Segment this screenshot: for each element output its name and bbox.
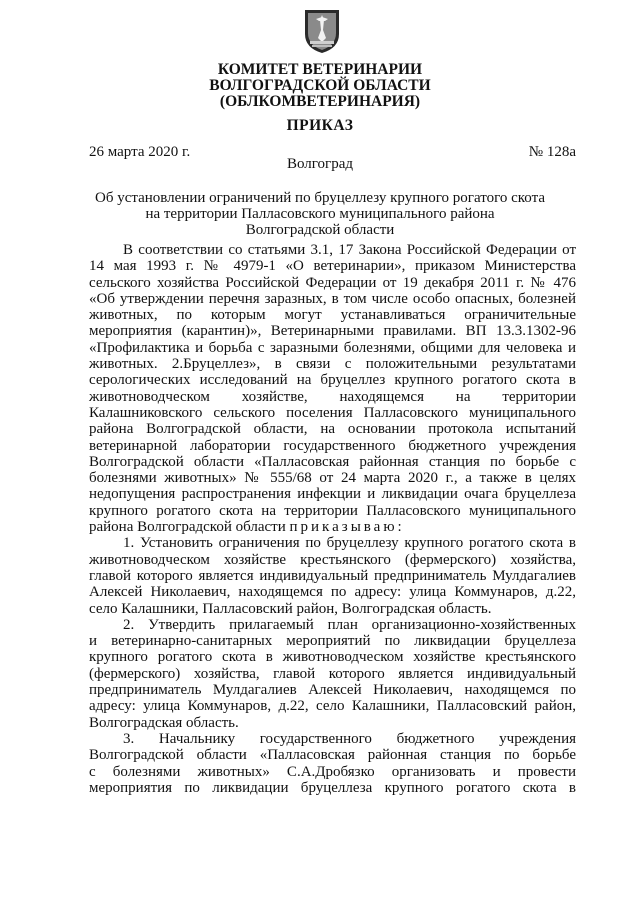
order-subject	[0, 190, 640, 238]
body-line: мероприятия по ликвидации бруцеллеза крупного рогатого скота в	[89, 779, 576, 796]
body-line: 2. Утвердить прилагаемый план организационно-хозяйственных	[123, 616, 576, 633]
body-line: главой которого является индивидуальный предприниматель Мулдагалиев	[89, 567, 576, 584]
body-line: 3. Начальнику государственного бюджетного учреждения	[123, 730, 576, 747]
orders-word: приказываю:	[289, 519, 405, 536]
body-line: Волгоградской области «Палласовская районная станция по борьбе	[89, 747, 576, 764]
body-line: 14 мая 1993 г. № 4979-1 «О ветеринарии», приказом Министерства	[89, 258, 576, 275]
coat-of-arms-icon	[302, 8, 342, 54]
body-line: с болезнями животных» С.А.Дробязко организовать и провести	[89, 763, 576, 780]
body-line: животных, по которым могут устанавливаться ограничительные	[89, 307, 576, 324]
body-line: района Волгоградской области, на основании протокола испытаний	[89, 421, 576, 438]
body-line: животных. 2.Бруцеллез», в связи с положительными результатами	[89, 356, 576, 373]
document-type: ПРИКАЗ	[286, 117, 354, 134]
body-line: село Калашники, Палласовский район, Волгоградская область.	[89, 600, 492, 617]
body-line: Калашниковского сельского поселения Палласовского муниципального	[89, 404, 576, 421]
body-line: адресу: улица Коммунаров, д.22, село Калашники, Палласовский район,	[89, 698, 576, 715]
body-line: крупного рогатого скота на территории Палласовского муниципального	[89, 502, 576, 519]
body-line: болезнями животных» № 555/68 от 24 марта 2020 г., а также в целях	[89, 470, 576, 487]
body-line: и ветеринарно-санитарных мероприятий по ликвидации бруцеллеза	[89, 633, 576, 650]
body-line: 1. Установить ограничения по бруцеллезу крупного рогатого скота в	[123, 535, 576, 552]
body-line: района Волгоградской области	[89, 519, 286, 536]
body-line: животноводческом хозяйстве крестьянского (фермерского) хозяйства,	[89, 551, 576, 568]
order-body	[89, 242, 576, 796]
body-line: (фермерского) хозяйства, главой которого является индивидуальный	[89, 665, 576, 682]
body-line: крупного рогатого скота в животноводческом хозяйстве крестьянского	[89, 649, 576, 666]
order-city: Волгоград	[286, 156, 353, 172]
body-line: «Об утверждении перечня заразных, в том числе особо опасных, болезней	[89, 290, 576, 307]
body-line: Волгоградской области «Палласовская районная станция по борьбе с	[89, 453, 576, 470]
body-line-orders	[89, 519, 576, 535]
committee-title: КОМИТЕТ ВЕТЕРИНАРИИ	[217, 61, 423, 78]
body-line: Алексей Николаевич, находящемся по адресу: улица Коммунаров, д.22,	[89, 584, 576, 601]
body-line: ветеринарной лаборатории государственного бюджетного учреждения	[89, 437, 576, 454]
body-line: предприниматель Мулдагалиев Алексей Николаевич, находящемся по	[89, 682, 576, 699]
region-title: ВОЛГОГРАДСКОЙ ОБЛАСТИ	[209, 77, 431, 94]
body-line: животноводческом хозяйстве, находящемся на территории	[89, 388, 576, 405]
body-line: сельского хозяйства Российской Федерации от 19 декабря 2011 г. № 476	[89, 274, 576, 291]
body-line: «Профилактика и борьба с заразными болезнями, общими для человека и	[89, 339, 576, 356]
body-line: мероприятия (карантин)», Ветеринарными правилами. ВП 13.3.1302-96	[89, 323, 576, 340]
committee-abbreviation: (ОБЛКОМВЕТЕРИНАРИЯ)	[219, 93, 421, 110]
order-number: № 128а	[528, 144, 576, 160]
subject-line: на территории Палласовского муниципального района	[145, 206, 495, 222]
subject-line: Об установлении ограничений по бруцеллезу крупного рогатого скота	[95, 190, 545, 206]
body-line: В соответствии со статьями 3.1, 17 Закона Российской Федерации от	[123, 242, 576, 258]
order-date: 26 марта 2020 г.	[89, 144, 191, 160]
body-line: недопущения распространения инфекции и ликвидации очага бруцеллеза	[89, 486, 576, 503]
subject-line: Волгоградской области	[245, 222, 395, 238]
body-line: серологических исследований на бруцеллез крупного рогатого скота в	[89, 372, 576, 389]
body-line: Волгоградская область.	[89, 714, 239, 731]
